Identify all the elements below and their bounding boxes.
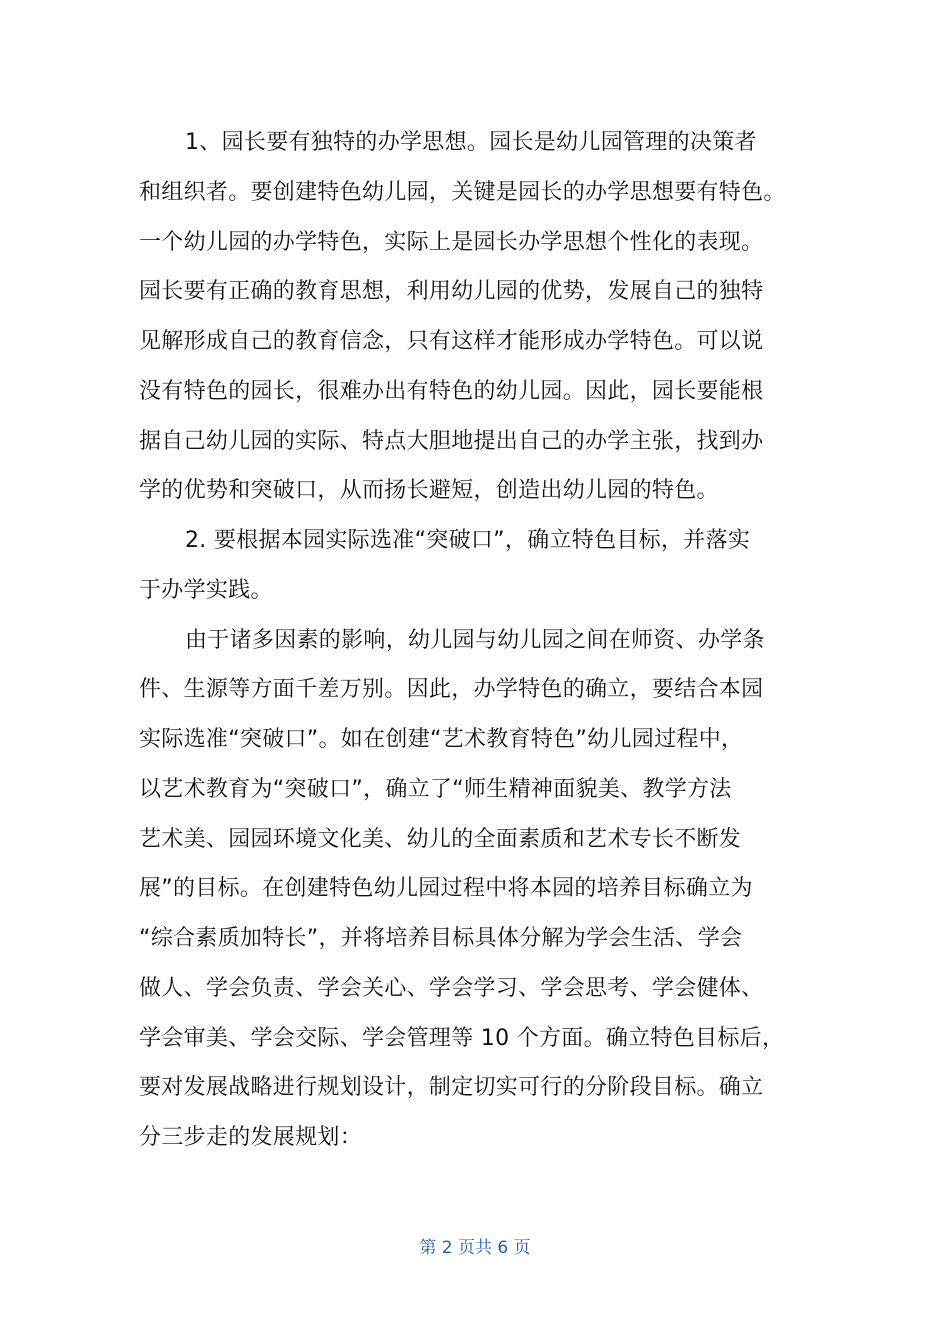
paragraph-line: 和组织者。要创建特色幼儿园，关键是园长的办学思想要有特色。 — [139, 179, 786, 205]
section-heading-line: 于办学实践。 — [139, 577, 273, 603]
paragraph-line: 实际选准“突破口”。如在创建“艺术教育特色”幼儿园过程中， — [139, 727, 744, 752]
paragraph-line: “综合素质加特长”，并将培养目标具体分解为学会生活、学会 — [139, 926, 743, 951]
section-heading-line: 2. 要根据本园实际选准“突破口”，确立特色目标，并落实 — [185, 528, 751, 553]
paragraph-line: 做人、学会负责、学会关心、学会学习、学会思考、学会健体、 — [139, 975, 764, 1001]
paragraph-line: 以艺术教育为“突破口”，确立了“师生精神面貌美、教学方法 — [139, 776, 732, 802]
paragraph-line: 艺术美、园园环境文化美、幼儿的全面素质和艺术专长不断发 — [139, 826, 742, 852]
paragraph-line: 分三步走的发展规划： — [139, 1125, 363, 1150]
paragraph-line: 没有特色的园长，很难办出有特色的幼儿园。因此，园长要能根 — [139, 378, 764, 404]
paragraph-line: 由于诸多因素的影响，幼儿园与幼儿园之间在师资、办学条 — [185, 627, 765, 653]
paragraph-line: 学的优势和突破口，从而扬长避短，创造出幼儿园的特色。 — [139, 478, 719, 504]
paragraph-line: 1、园长要有独特的办学思想。园长是幼儿园管理的决策者 — [185, 130, 757, 155]
paragraph-line: 据自己幼儿园的实际、特点大胆地提出自己的办学主张，找到办 — [139, 428, 764, 454]
paragraph-line: 园长要有正确的教育思想，利用幼儿园的优势，发展自己的独特 — [139, 279, 764, 305]
page-number-footer: 第 2 页共 6 页 — [419, 1238, 531, 1258]
paragraph-line: 一个幼儿园的办学特色，实际上是园长办学思想个性化的表现。 — [139, 229, 764, 255]
paragraph-line: 学会审美、学会交际、学会管理等 10 个方面。确立特色目标后， — [139, 1025, 785, 1051]
paragraph-line: 见解形成自己的教育信念，只有这样才能形成办学特色。可以说 — [139, 329, 764, 354]
paragraph-line: 件、生源等方面千差万别。因此，办学特色的确立，要结合本园 — [139, 677, 764, 703]
document-body — [139, 118, 811, 1163]
paragraph-line: 要对发展战略进行规划设计，制定切实可行的分阶段目标。确立 — [139, 1075, 764, 1101]
paragraph-line: 展”的目标。在创建特色幼儿园过程中将本园的培养目标确立为 — [139, 876, 753, 902]
